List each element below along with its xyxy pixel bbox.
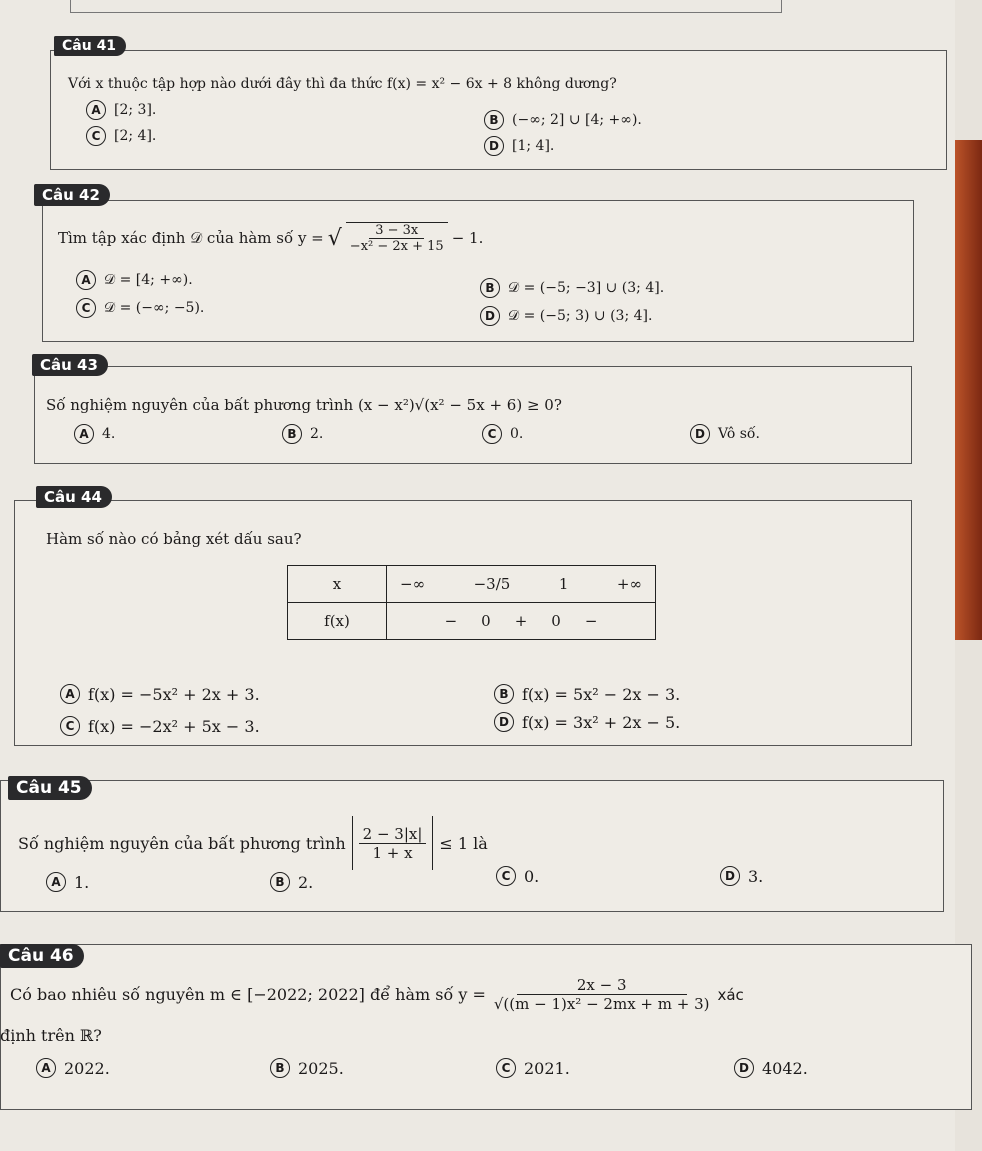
question-46-box: [0, 944, 972, 1110]
option-d-marker: D: [690, 424, 710, 444]
question-46-option-d[interactable]: D 4042.: [734, 1058, 808, 1078]
question-45-option-c[interactable]: C 0.: [496, 866, 539, 886]
option-a-marker: A: [46, 872, 66, 892]
sign-table-sign: 0: [551, 612, 561, 630]
option-a-marker: A: [74, 424, 94, 444]
option-c-marker: C: [496, 866, 516, 886]
option-d-marker: D: [494, 712, 514, 732]
question-44-option-b[interactable]: B f(x) = 5x² − 2x − 3.: [494, 684, 680, 704]
question-41-label: Câu 41: [54, 36, 126, 56]
question-46-text-line2: định trên ℝ?: [0, 1026, 102, 1045]
question-42-option-a[interactable]: A 𝒟 = [4; +∞).: [76, 270, 193, 290]
option-d-marker: D: [480, 306, 500, 326]
question-46-text: Có bao nhiêu số nguyên m ∈ [−2022; 2022] để hàm số y = $\frac{2x - 3}{\text{√((m − 1)x² − 2mx + m + 3)}}$ xác: [10, 976, 744, 1013]
question-42-option-b[interactable]: B 𝒟 = (−5; −3] ∪ (3; 4].: [480, 278, 664, 298]
option-b-marker: B: [270, 1058, 290, 1078]
question-44-option-c[interactable]: C f(x) = −2x² + 5x − 3.: [60, 716, 260, 736]
option-b-marker: B: [480, 278, 500, 298]
option-a-marker: A: [36, 1058, 56, 1078]
question-46-option-b[interactable]: B 2025.: [270, 1058, 344, 1078]
question-46-option-c[interactable]: C 2021.: [496, 1058, 570, 1078]
question-43-label: Câu 43: [32, 354, 108, 376]
question-45-option-a[interactable]: A 1.: [46, 872, 89, 892]
question-43-option-b[interactable]: B 2.: [282, 424, 323, 444]
question-44-option-d[interactable]: D f(x) = 3x² + 2x − 5.: [494, 712, 680, 732]
question-42-denominator: −x² − 2x + 15: [349, 239, 444, 254]
option-d-marker: D: [720, 866, 740, 886]
sign-table-x-header: x: [288, 566, 387, 603]
sign-table-sign: −: [584, 612, 598, 630]
sign-table-sign: −: [444, 612, 458, 630]
sign-table: [287, 565, 656, 640]
option-c-marker: C: [60, 716, 80, 736]
option-b-marker: B: [270, 872, 290, 892]
sign-table-fx-header: f(x): [288, 603, 387, 640]
sign-table-x-value: 1: [558, 575, 569, 593]
sign-table-x-value: +∞: [616, 575, 642, 593]
question-45-text: Số nghiệm nguyên của bất phương trình $\frac{2 - 3|x|}{1 + x}$ ≤ 1 là: [18, 816, 488, 870]
question-43-option-a[interactable]: A 4.: [74, 424, 115, 444]
sign-table-x-value: −3/5: [473, 575, 511, 593]
question-45-numerator: 2 − 3|x|: [359, 825, 427, 844]
previous-question-box: [70, 0, 782, 13]
question-46-option-a[interactable]: A 2022.: [36, 1058, 110, 1078]
option-d-marker: D: [734, 1058, 754, 1078]
question-43-option-d[interactable]: D Vô số.: [690, 424, 760, 444]
question-46-label: Câu 46: [0, 944, 84, 968]
question-41-option-b[interactable]: B (−∞; 2] ∪ [4; +∞).: [484, 110, 642, 130]
question-41-option-d[interactable]: D [1; 4].: [484, 136, 554, 156]
option-a-marker: A: [76, 270, 96, 290]
question-42-text: Tìm tập xác định 𝒟 của hàm số y = √ $\frac{3 - 3x}{\text{−x² − 2x + 15}}$ − 1.: [58, 223, 484, 254]
sign-table-sign: +: [514, 612, 528, 630]
question-44-label: Câu 44: [36, 486, 112, 508]
option-c-marker: C: [496, 1058, 516, 1078]
question-42-option-d[interactable]: D 𝒟 = (−5; 3) ∪ (3; 4].: [480, 306, 652, 326]
sign-table-sign: 0: [481, 612, 491, 630]
option-a-marker: A: [86, 100, 106, 120]
question-44-option-a[interactable]: A f(x) = −5x² + 2x + 3.: [60, 684, 260, 704]
option-c-marker: C: [86, 126, 106, 146]
question-46-numerator: 2x − 3: [517, 976, 687, 995]
option-b-marker: B: [484, 110, 504, 130]
question-41-option-a[interactable]: A [2; 3].: [86, 100, 156, 120]
question-45-label: Câu 45: [8, 776, 92, 800]
sign-table-x-value: −∞: [400, 575, 426, 593]
option-d-marker: D: [484, 136, 504, 156]
option-a-marker: A: [60, 684, 80, 704]
question-42-option-c[interactable]: C 𝒟 = (−∞; −5).: [76, 298, 204, 318]
question-45-denominator: 1 + x: [372, 843, 413, 862]
question-43-text: Số nghiệm nguyên của bất phương trình (x − x²)√(x² − 5x + 6) ≥ 0?: [46, 396, 562, 414]
option-b-marker: B: [494, 684, 514, 704]
option-c-marker: C: [482, 424, 502, 444]
question-45-option-b[interactable]: B 2.: [270, 872, 313, 892]
option-b-marker: B: [282, 424, 302, 444]
question-43-option-c[interactable]: C 0.: [482, 424, 523, 444]
question-41-text: Với x thuộc tập hợp nào dưới đây thì đa thức f(x) = x² − 6x + 8 không dương?: [68, 76, 617, 92]
question-41-option-c[interactable]: C [2; 4].: [86, 126, 156, 146]
question-42-numerator: 3 − 3x: [369, 223, 424, 239]
question-45-option-d[interactable]: D 3.: [720, 866, 763, 886]
option-c-marker: C: [76, 298, 96, 318]
question-46-denominator: √((m − 1)x² − 2mx + m + 3): [493, 995, 710, 1013]
question-42-label: Câu 42: [34, 184, 110, 206]
question-43-box: [34, 366, 912, 464]
question-44-text: Hàm số nào có bảng xét dấu sau?: [46, 530, 302, 548]
